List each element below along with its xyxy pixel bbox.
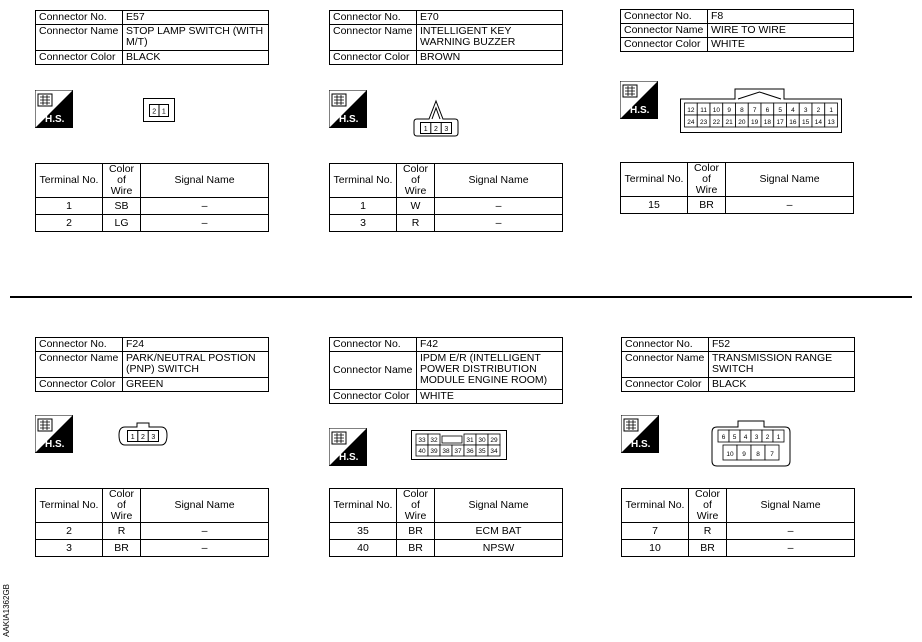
terminal-no-cell: 3	[36, 540, 103, 557]
pin-label: 36	[466, 448, 474, 455]
pin-label: 1	[423, 126, 428, 133]
pin-label: 4	[791, 107, 795, 114]
pin-label: 16	[789, 119, 797, 126]
hs-icon	[35, 90, 73, 128]
pin-label: 7	[752, 107, 757, 114]
terminal-no-header: Terminal No.	[36, 164, 103, 198]
pin-label: 7	[770, 451, 774, 458]
connector-color-label: Connector Color	[621, 38, 708, 52]
connector-name-label: Connector Name	[330, 25, 417, 51]
connector-color-value: WHITE	[417, 390, 563, 404]
pin-label: 5	[732, 434, 737, 441]
wire-color-header: Color of Wire	[103, 164, 141, 198]
pin-label: 23	[700, 119, 708, 126]
pin-label: 22	[712, 119, 720, 126]
connector-color-label: Connector Color	[330, 51, 417, 65]
connector-panel-f8	[620, 9, 854, 211]
table-row	[36, 198, 269, 215]
connector-no-value: F52	[709, 338, 855, 352]
connector-panel-f24	[35, 337, 269, 554]
pin-label: 10	[726, 451, 734, 458]
pin-label: 34	[490, 448, 498, 455]
hs-label: H.S.	[631, 439, 651, 450]
terminal-no-cell: 2	[36, 215, 103, 232]
table-row	[622, 523, 855, 540]
connector-no-value: F8	[708, 10, 854, 24]
terminal-no-cell: 1	[36, 198, 103, 215]
terminal-no-cell: 15	[621, 197, 688, 214]
pin-label: 31	[466, 437, 474, 444]
connector-name-label: Connector Name	[36, 352, 123, 378]
connector-no-value: F42	[417, 338, 563, 352]
hs-icon	[620, 81, 658, 119]
connector-no-value: E57	[123, 11, 269, 25]
hs-label: H.S.	[339, 114, 359, 125]
table-row	[330, 540, 563, 557]
hs-icon	[329, 428, 367, 466]
pin-label: 18	[763, 119, 771, 126]
connector-panel-f52	[621, 337, 855, 554]
pin-label: 15	[802, 119, 810, 126]
wire-color-cell: BR	[103, 540, 141, 557]
table-row	[36, 540, 269, 557]
connector-color-value: GREEN	[123, 378, 269, 392]
pin-label: 1	[130, 434, 135, 441]
table-row	[621, 197, 854, 214]
pin-label: 12	[687, 107, 695, 114]
pin-label: 30	[478, 437, 486, 444]
pin-label: 1	[829, 107, 833, 114]
connector-color-value: BROWN	[417, 51, 563, 65]
pin-label: 1	[776, 434, 781, 441]
pin-label: 17	[776, 119, 784, 126]
terminal-no-cell: 35	[330, 523, 397, 540]
table-row	[622, 540, 855, 557]
pin-label: 11	[700, 107, 707, 114]
connector-name-value: STOP LAMP SWITCH (WITH M/T)	[123, 25, 269, 51]
connector-panel-f42	[329, 337, 563, 554]
terminal-table	[620, 162, 854, 214]
pin-label: 24	[687, 119, 695, 126]
signal-name-header: Signal Name	[141, 164, 269, 198]
pin-label: 40	[418, 448, 426, 455]
connector-color-value: WHITE	[708, 38, 854, 52]
connector-no-value: F24	[123, 338, 269, 352]
connector-color-value: BLACK	[709, 378, 855, 392]
terminal-no-header: Terminal No.	[36, 489, 103, 523]
pin-label: 20	[738, 119, 746, 126]
connector-info-table	[329, 10, 563, 65]
connector-info-table	[621, 337, 855, 392]
pin-label: 3	[754, 434, 759, 441]
figure-code: AAKIA1362GB	[2, 584, 11, 637]
pin-label: 8	[756, 451, 760, 458]
pin-label: 2	[434, 126, 438, 133]
pin-label: 9	[727, 107, 731, 114]
pin-label: 6	[721, 434, 726, 441]
hs-icon	[35, 415, 73, 453]
terminal-no-header: Terminal No.	[330, 489, 397, 523]
connector-color-label: Connector Color	[36, 51, 123, 65]
connector-color-label: Connector Color	[36, 378, 123, 392]
wire-color-cell: BR	[397, 523, 435, 540]
pin-label: 3	[803, 107, 808, 114]
wire-color-cell: SB	[103, 198, 141, 215]
hs-label: H.S.	[630, 105, 650, 116]
pin-label: 2	[816, 107, 821, 114]
connector-info-table	[620, 9, 854, 52]
terminal-table	[35, 163, 269, 232]
wire-color-cell: R	[397, 215, 435, 232]
pin-label: 2	[152, 108, 157, 116]
signal-name-header: Signal Name	[726, 163, 854, 197]
wire-color-cell: BR	[688, 197, 726, 214]
connector-no-label: Connector No.	[36, 11, 123, 25]
pin-label: 35	[478, 448, 486, 455]
signal-name-header: Signal Name	[141, 489, 269, 523]
terminal-no-cell: 3	[330, 215, 397, 232]
pin-label: 10	[712, 107, 720, 114]
pin-label: 9	[742, 451, 746, 458]
pin-label: 29	[490, 437, 498, 444]
pin-label: 3	[151, 434, 156, 441]
table-row	[36, 215, 269, 232]
pin-label: 2	[141, 434, 145, 441]
terminal-no-header: Terminal No.	[621, 163, 688, 197]
wire-color-header: Color of Wire	[688, 163, 726, 197]
connector-face-diagram	[143, 98, 175, 122]
table-row	[36, 523, 269, 540]
signal-name-header: Signal Name	[727, 489, 855, 523]
connector-color-label: Connector Color	[330, 390, 417, 404]
pin-label: 14	[814, 119, 822, 126]
pin-label: 2	[765, 434, 770, 441]
hs-label: H.S.	[45, 439, 65, 450]
wire-color-header: Color of Wire	[397, 164, 435, 198]
wire-color-cell: LG	[103, 215, 141, 232]
connector-color-value: BLACK	[123, 51, 269, 65]
wire-color-cell: R	[103, 523, 141, 540]
terminal-no-header: Terminal No.	[622, 489, 689, 523]
signal-name-header: Signal Name	[435, 489, 563, 523]
signal-name-cell: ECM BAT	[435, 523, 563, 540]
terminal-table	[35, 488, 269, 557]
terminal-table	[329, 488, 563, 557]
section-divider	[10, 296, 912, 298]
connector-face-diagram	[680, 85, 842, 133]
connector-name-value: PARK/NEUTRAL POSTION (PNP) SWITCH	[123, 352, 269, 378]
connector-name-value: IPDM E/R (INTELLIGENT POWER DISTRIBUTION MODULE ENGINE ROOM)	[417, 352, 563, 390]
connector-name-value: INTELLIGENT KEY WARNING BUZZER	[417, 25, 563, 51]
wire-color-cell: W	[397, 198, 435, 215]
pin-label: 1	[161, 108, 166, 116]
connector-no-label: Connector No.	[330, 11, 417, 25]
connector-name-label: Connector Name	[622, 352, 709, 378]
connector-name-label: Connector Name	[621, 24, 708, 38]
connector-info-table	[35, 10, 269, 65]
connector-name-label: Connector Name	[330, 352, 417, 390]
pin-label: 5	[778, 107, 782, 114]
connector-no-value: E70	[417, 11, 563, 25]
pin-label: 19	[751, 119, 759, 126]
connector-no-label: Connector No.	[330, 338, 417, 352]
connector-no-label: Connector No.	[36, 338, 123, 352]
signal-name-cell: –	[435, 215, 563, 232]
connector-color-label: Connector Color	[622, 378, 709, 392]
signal-name-cell: –	[727, 523, 855, 540]
table-row	[330, 215, 563, 232]
signal-name-cell: –	[727, 540, 855, 557]
signal-name-cell: –	[726, 197, 854, 214]
signal-name-header: Signal Name	[435, 164, 563, 198]
connector-face-diagram	[711, 419, 791, 467]
terminal-table	[329, 163, 563, 232]
connector-info-table	[35, 337, 269, 392]
pin-label: 8	[740, 107, 744, 114]
signal-name-cell: –	[141, 215, 269, 232]
pin-label: 3	[444, 126, 449, 133]
terminal-no-cell: 7	[622, 523, 689, 540]
connector-name-label: Connector Name	[36, 25, 123, 51]
connector-name-value: TRANSMISSION RANGE SWITCH	[709, 352, 855, 378]
pin-label: 21	[725, 119, 733, 126]
signal-name-cell: NPSW	[435, 540, 563, 557]
hs-icon	[329, 90, 367, 128]
pin-label: 13	[827, 119, 835, 126]
terminal-no-cell: 40	[330, 540, 397, 557]
connector-panel-e57	[35, 10, 269, 229]
connector-no-label: Connector No.	[622, 338, 709, 352]
connector-info-table	[329, 337, 563, 404]
signal-name-cell: –	[435, 198, 563, 215]
pin-label: 4	[743, 434, 748, 441]
pin-label: 39	[430, 448, 438, 455]
connector-no-label: Connector No.	[621, 10, 708, 24]
connector-face-diagram	[117, 421, 169, 449]
pin-label: 32	[430, 437, 438, 444]
hs-label: H.S.	[339, 452, 359, 463]
wire-color-cell: BR	[689, 540, 727, 557]
terminal-no-cell: 2	[36, 523, 103, 540]
signal-name-cell: –	[141, 198, 269, 215]
wire-color-cell: BR	[397, 540, 435, 557]
wire-color-header: Color of Wire	[689, 489, 727, 523]
wire-color-header: Color of Wire	[103, 489, 141, 523]
wire-color-header: Color of Wire	[397, 489, 435, 523]
connector-panel-e70	[329, 10, 563, 229]
terminal-no-cell: 1	[330, 198, 397, 215]
wire-color-cell: R	[689, 523, 727, 540]
connector-name-value: WIRE TO WIRE	[708, 24, 854, 38]
pin-label: 38	[442, 448, 450, 455]
hs-icon	[621, 415, 659, 453]
terminal-table	[621, 488, 855, 557]
signal-name-cell: –	[141, 540, 269, 557]
signal-name-cell: –	[141, 523, 269, 540]
terminal-no-cell: 10	[622, 540, 689, 557]
connector-face-diagram	[413, 98, 459, 138]
table-row	[330, 198, 563, 215]
hs-label: H.S.	[45, 114, 65, 125]
pin-label: 37	[454, 448, 462, 455]
table-row	[330, 523, 563, 540]
terminal-no-header: Terminal No.	[330, 164, 397, 198]
pin-label: 6	[765, 107, 770, 114]
connector-face-diagram	[411, 430, 507, 460]
pin-label: 33	[418, 437, 426, 444]
